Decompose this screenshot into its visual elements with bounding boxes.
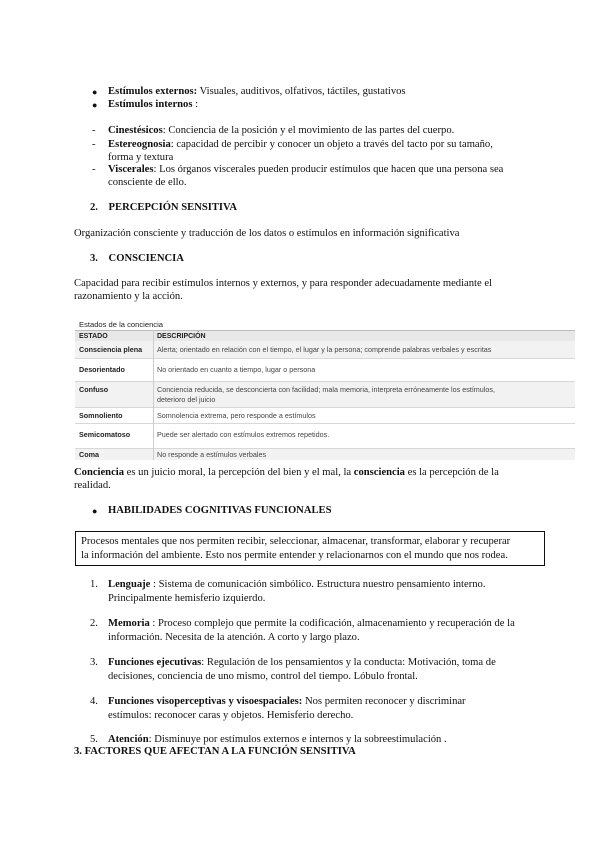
item-atencion: Atención: Disminuye por estímulos externos e internos y la sobreestimulación . — [108, 734, 447, 745]
item-lenguaje: Lenguaje : Sistema de comunicación simbólico. Estructura nuestro pensamiento interno. — [108, 579, 486, 590]
item-number: 3. — [90, 657, 98, 668]
table-row — [75, 341, 575, 359]
states-table — [75, 318, 575, 460]
section3-text: Capacidad para recibir estímulos internos y externos, y para responder adecuadamente mediante el — [74, 278, 492, 289]
habilidades-heading: HABILIDADES COGNITIVAS FUNCIONALES — [108, 505, 332, 516]
definition-box-line: la información del ambiente. Esto nos permite entender y relacionarnos con el mundo que nos rodea. — [81, 550, 508, 561]
section3-heading: 3. CONSCIENCIA — [90, 253, 184, 264]
table-cell-state: Consciencia plena — [79, 345, 143, 354]
table-cell-state: Semicomatoso — [79, 430, 131, 439]
bullet-icon: ● — [92, 506, 98, 516]
item-funciones-ejecutivas: Funciones ejecutivas: Regulación de los pensamientos y la conducta: Motivación, toma de — [108, 657, 496, 668]
type-term: Cinestésicos — [108, 125, 163, 136]
table-row — [75, 382, 575, 408]
item-continuation: estímulos: reconocer caras y objetos. Hemisferio derecho. — [108, 710, 354, 721]
item-number: 4. — [90, 696, 98, 707]
item-number: 1. — [90, 579, 98, 590]
section2-text: Organización consciente y traducción de los datos o estímulos en información significativa — [74, 228, 460, 239]
table-cell-state: Coma — [79, 450, 99, 459]
table-cell-desc: No orientado en cuanto a tiempo, lugar o persona — [157, 365, 316, 374]
stimuli-external — [108, 85, 406, 99]
item-memoria: Memoria : Proceso complejo que permite la codificación, almacenamiento y recuperación de la — [108, 618, 515, 629]
section3-text: razonamiento y la acción. — [74, 291, 183, 302]
table-cell-desc: Alerta; orientado en relación con el tiempo, el lugar y la persona; comprende palabras verbales y escritas — [157, 345, 492, 354]
table-cell-desc: Somnolencia extrema, pero responde a estímulos — [157, 411, 316, 420]
item-number: 2. — [90, 618, 98, 629]
table-cell-desc: deterioro del juicio — [157, 395, 216, 404]
stimuli-internal-text: : — [192, 99, 199, 110]
conciencia-note-continuation: realidad. — [74, 480, 111, 491]
type-text: : capacidad de percibir y conocer un objeto a través del tacto por su tamaño, — [170, 139, 493, 150]
conciencia-note: Conciencia es un juicio moral, la percepción del bien y el mal, la consciencia es la percepción de la — [74, 467, 499, 478]
table-row — [75, 449, 575, 460]
stimuli-external-text: Visuales, auditivos, olfativos, táctiles, gustativos — [197, 86, 406, 97]
definition-box — [75, 531, 545, 566]
table-cell-state: Somnoliento — [79, 411, 123, 420]
table-row — [75, 424, 575, 449]
table-row — [75, 408, 575, 424]
table-cell-state: Confuso — [79, 385, 109, 394]
dash-marker: - — [92, 139, 96, 150]
table-header-state: ESTADO — [79, 333, 108, 340]
table-cell-desc: Puede ser alertado con estímulos extremos repetidos. — [157, 430, 330, 439]
bullet-icon: ● — [92, 87, 98, 97]
type-text: : Conciencia de la posición y el movimiento de las partes del cuerpo. — [162, 125, 455, 136]
type-cinestesicos — [108, 124, 548, 138]
bullet-icon: ● — [92, 100, 98, 110]
type-text-continuation: consciente de ello. — [108, 177, 187, 188]
type-term: Viscerales — [108, 164, 154, 175]
table-cell-state: Desorientado — [79, 365, 125, 374]
definition-box-line: Procesos mentales que nos permiten recibir, seleccionar, almacenar, transformar, elaborar y recuperar — [81, 536, 511, 547]
type-text: : Los órganos viscerales pueden producir estímulos que hacen que una persona sea — [153, 164, 504, 175]
stimuli-internal-term: Estímulos internos — [108, 99, 193, 110]
type-viscerales — [108, 163, 558, 177]
item-continuation: información. Necesita de la atención. A corto y largo plazo. — [108, 632, 360, 643]
table-caption: Estados de la conciencia — [79, 320, 164, 329]
item-number: 5. — [90, 734, 98, 745]
type-estereognosia — [108, 138, 558, 152]
item-continuation: decisiones, conciencia de uno mismo, control del tiempo. Lóbulo frontal. — [108, 671, 418, 682]
section2-heading: 2. PERCEPCIÓN SENSITIVA — [90, 202, 237, 213]
table-column-divider — [153, 330, 154, 460]
type-text-continuation: forma y textura — [108, 152, 174, 163]
dash-marker: - — [92, 125, 96, 136]
stimuli-internal — [108, 98, 198, 112]
table-header-description: DESCRIPCIÓN — [157, 333, 206, 340]
dash-marker: - — [92, 164, 96, 175]
item-continuation: Principalmente hemisferio izquierdo. — [108, 593, 266, 604]
stimuli-external-term: Estímulos externos: — [108, 86, 198, 97]
table-cell-desc: No responde a estímulos verbales — [157, 450, 267, 459]
type-term: Estereognosia — [108, 139, 171, 150]
section-factors-heading: 3. FACTORES QUE AFECTAN A LA FUNCIÓN SENSITIVA — [74, 746, 356, 757]
table-row — [75, 359, 575, 382]
item-funciones-visoperceptivas: Funciones visoperceptivas y visoespaciales: Nos permiten reconocer y discriminar — [108, 696, 466, 707]
table-cell-desc: Conciencia reducida, se desconcierta con facilidad; mala memoria, interpreta erróneamente los estímulos, — [157, 385, 495, 394]
